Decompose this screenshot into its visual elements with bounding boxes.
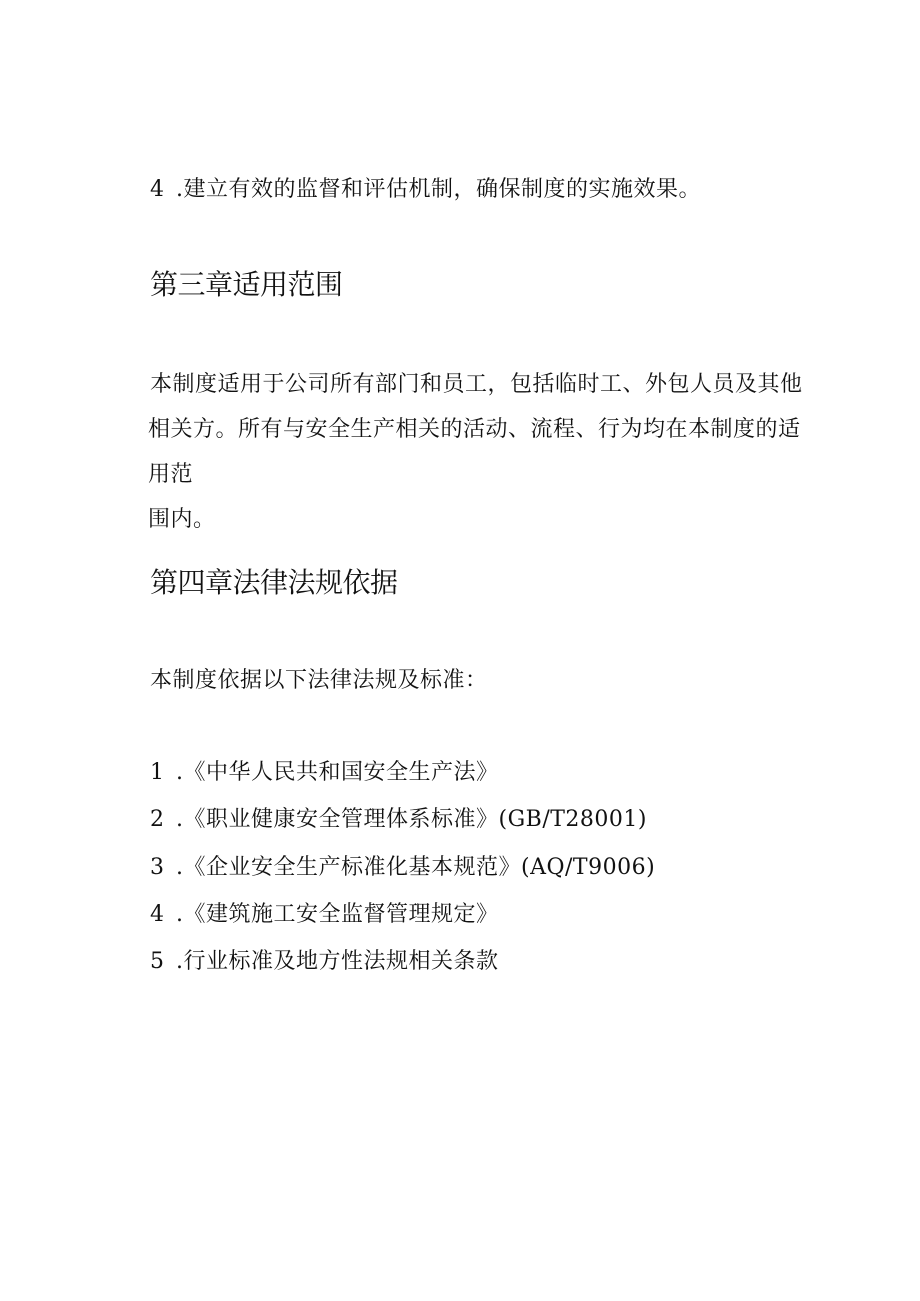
- list-item-text: .《建筑施工安全监督管理规定》: [176, 902, 499, 927]
- list-item-text: .建立有效的监督和评估机制，确保制度的实施效果。: [176, 177, 701, 202]
- list-item-text: .行业标准及地方性法规相关条款: [176, 949, 499, 974]
- list-item-text: .《中华人民共和国安全生产法》: [176, 760, 499, 785]
- chapter-4-intro: 本制度依据以下法律法规及标准：: [150, 668, 488, 693]
- list-item-number: 2: [150, 807, 165, 832]
- list-item-number: 3: [150, 855, 165, 880]
- list-item-number: 5: [150, 949, 165, 974]
- chapter-3-paragraph: [150, 362, 822, 542]
- paragraph-line-2: 相关方。所有与安全生产相关的活动、流程、行为均在本制度的适用范: [148, 417, 801, 487]
- list-item-objective-4: [150, 176, 701, 204]
- list-item: [150, 806, 647, 834]
- paragraph-line-1: 本制度适用于公司所有部门和员工，包括临时工、外包人员及其他: [150, 372, 803, 397]
- chapter-4-heading: 第四章法律法规依据: [150, 566, 398, 599]
- list-item: [150, 901, 499, 929]
- list-item: [150, 854, 655, 882]
- list-item-number: 1: [150, 760, 165, 785]
- chapter-3-heading: 第三章适用范围: [150, 268, 343, 301]
- list-item-number: 4: [150, 177, 165, 202]
- list-item-text: .《职业健康安全管理体系标准》(GB/T28001): [176, 807, 647, 832]
- paragraph-line-3: 围内。: [148, 507, 216, 532]
- list-item: [150, 948, 499, 976]
- list-item: [150, 759, 499, 787]
- list-item-number: 4: [150, 902, 165, 927]
- list-item-text: .《企业安全生产标准化基本规范》(AQ/T9006): [176, 855, 656, 880]
